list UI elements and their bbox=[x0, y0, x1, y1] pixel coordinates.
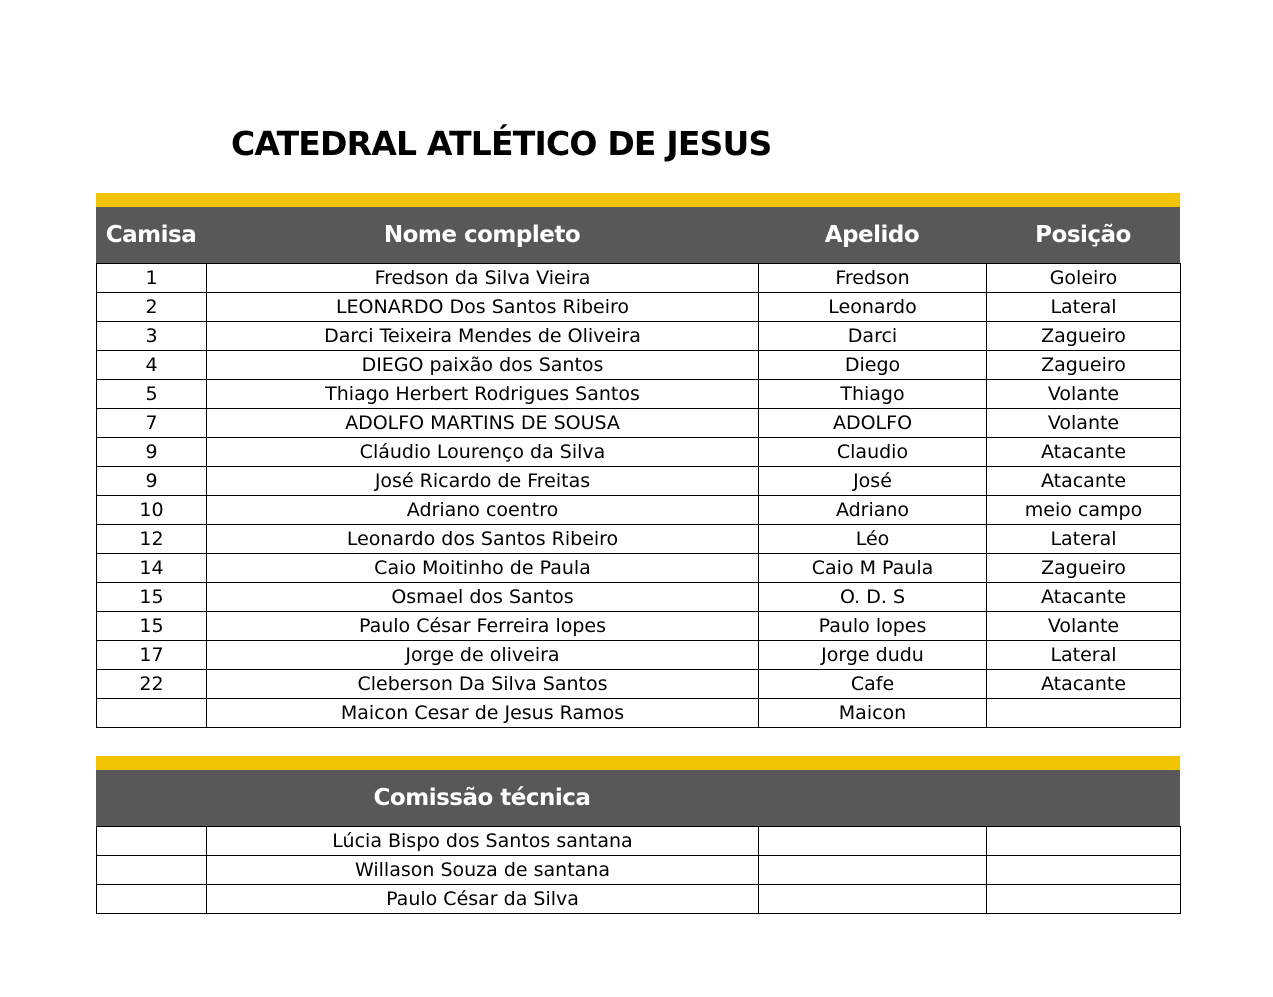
cell-posicao bbox=[987, 885, 1181, 914]
accent-bar bbox=[96, 756, 1180, 770]
cell-apelido: Diego bbox=[759, 351, 987, 380]
staff-row bbox=[97, 827, 1181, 856]
roster-row bbox=[97, 554, 1181, 583]
cell-posicao: meio campo bbox=[987, 496, 1181, 525]
cell-apelido: Paulo lopes bbox=[759, 612, 987, 641]
cell-posicao: Zagueiro bbox=[987, 322, 1181, 351]
cell-posicao: Goleiro bbox=[987, 264, 1181, 293]
staff-section bbox=[96, 756, 1180, 914]
cell-camisa bbox=[97, 856, 207, 885]
cell-posicao: Lateral bbox=[987, 641, 1181, 670]
cell-nome: Osmael dos Santos bbox=[207, 583, 759, 612]
cell-apelido: Adriano bbox=[759, 496, 987, 525]
roster-row bbox=[97, 322, 1181, 351]
cell-camisa: 4 bbox=[97, 351, 207, 380]
staff-table bbox=[96, 826, 1181, 914]
cell-posicao: Atacante bbox=[987, 670, 1181, 699]
cell-camisa: 15 bbox=[97, 583, 207, 612]
cell-apelido: Darci bbox=[759, 322, 987, 351]
cell-apelido: Cafe bbox=[759, 670, 987, 699]
staff-row bbox=[97, 885, 1181, 914]
cell-nome: Jorge de oliveira bbox=[207, 641, 759, 670]
cell-posicao bbox=[987, 856, 1181, 885]
cell-posicao bbox=[987, 699, 1181, 728]
roster-row bbox=[97, 351, 1181, 380]
cell-camisa: 14 bbox=[97, 554, 207, 583]
roster-row bbox=[97, 699, 1181, 728]
cell-apelido bbox=[759, 856, 987, 885]
roster-row bbox=[97, 583, 1181, 612]
cell-camisa: 1 bbox=[97, 264, 207, 293]
cell-nome: Paulo César da Silva bbox=[207, 885, 759, 914]
roster-table bbox=[96, 263, 1181, 728]
header-posicao: Posição bbox=[1035, 222, 1131, 248]
cell-camisa bbox=[97, 885, 207, 914]
cell-apelido: Maicon bbox=[759, 699, 987, 728]
cell-apelido: Léo bbox=[759, 525, 987, 554]
cell-nome: Cleberson Da Silva Santos bbox=[207, 670, 759, 699]
roster-row bbox=[97, 612, 1181, 641]
roster-header bbox=[96, 207, 1180, 263]
header-apelido: Apelido bbox=[824, 222, 920, 248]
roster-row bbox=[97, 264, 1181, 293]
cell-posicao: Lateral bbox=[987, 293, 1181, 322]
cell-apelido: Claudio bbox=[759, 438, 987, 467]
cell-nome: Leonardo dos Santos Ribeiro bbox=[207, 525, 759, 554]
roster-row bbox=[97, 438, 1181, 467]
cell-nome: DIEGO paixão dos Santos bbox=[207, 351, 759, 380]
cell-camisa: 10 bbox=[97, 496, 207, 525]
cell-nome: ADOLFO MARTINS DE SOUSA bbox=[207, 409, 759, 438]
roster-row bbox=[97, 641, 1181, 670]
accent-bar bbox=[96, 193, 1180, 207]
cell-posicao: Volante bbox=[987, 409, 1181, 438]
cell-apelido: Leonardo bbox=[759, 293, 987, 322]
cell-posicao: Volante bbox=[987, 380, 1181, 409]
cell-camisa: 9 bbox=[97, 438, 207, 467]
cell-nome: Adriano coentro bbox=[207, 496, 759, 525]
cell-camisa: 15 bbox=[97, 612, 207, 641]
cell-nome: Cláudio Lourenço da Silva bbox=[207, 438, 759, 467]
cell-posicao: Atacante bbox=[987, 438, 1181, 467]
cell-camisa: 12 bbox=[97, 525, 207, 554]
roster-row bbox=[97, 525, 1181, 554]
cell-camisa: 2 bbox=[97, 293, 207, 322]
staff-header bbox=[96, 770, 1180, 826]
roster-row bbox=[97, 380, 1181, 409]
cell-apelido bbox=[759, 827, 987, 856]
cell-posicao bbox=[987, 827, 1181, 856]
cell-nome: Caio Moitinho de Paula bbox=[207, 554, 759, 583]
cell-camisa: 9 bbox=[97, 467, 207, 496]
header-camisa: Camisa bbox=[105, 222, 197, 248]
cell-posicao: Atacante bbox=[987, 467, 1181, 496]
cell-apelido: José bbox=[759, 467, 987, 496]
cell-nome: Thiago Herbert Rodrigues Santos bbox=[207, 380, 759, 409]
roster-row bbox=[97, 409, 1181, 438]
cell-camisa bbox=[97, 699, 207, 728]
cell-posicao: Zagueiro bbox=[987, 351, 1181, 380]
cell-posicao: Zagueiro bbox=[987, 554, 1181, 583]
cell-nome: Fredson da Silva Vieira bbox=[207, 264, 759, 293]
staff-row bbox=[97, 856, 1181, 885]
cell-apelido: ADOLFO bbox=[759, 409, 987, 438]
roster-row bbox=[97, 467, 1181, 496]
roster-row bbox=[97, 496, 1181, 525]
cell-posicao: Lateral bbox=[987, 525, 1181, 554]
cell-nome: Paulo César Ferreira lopes bbox=[207, 612, 759, 641]
cell-nome: LEONARDO Dos Santos Ribeiro bbox=[207, 293, 759, 322]
cell-camisa: 17 bbox=[97, 641, 207, 670]
roster-row bbox=[97, 293, 1181, 322]
cell-apelido: Fredson bbox=[759, 264, 987, 293]
page-title: CATEDRAL ATLÉTICO DE JESUS bbox=[231, 124, 772, 163]
cell-nome: Lúcia Bispo dos Santos santana bbox=[207, 827, 759, 856]
cell-camisa: 7 bbox=[97, 409, 207, 438]
cell-nome: Willason Souza de santana bbox=[207, 856, 759, 885]
cell-apelido: Thiago bbox=[759, 380, 987, 409]
cell-apelido: O. D. S bbox=[759, 583, 987, 612]
cell-posicao: Atacante bbox=[987, 583, 1181, 612]
cell-nome: José Ricardo de Freitas bbox=[207, 467, 759, 496]
cell-camisa bbox=[97, 827, 207, 856]
cell-apelido: Caio M Paula bbox=[759, 554, 987, 583]
cell-camisa: 3 bbox=[97, 322, 207, 351]
cell-nome: Darci Teixeira Mendes de Oliveira bbox=[207, 322, 759, 351]
cell-posicao: Volante bbox=[987, 612, 1181, 641]
cell-camisa: 5 bbox=[97, 380, 207, 409]
cell-apelido bbox=[759, 885, 987, 914]
cell-apelido: Jorge dudu bbox=[759, 641, 987, 670]
roster-row bbox=[97, 670, 1181, 699]
header-nome-completo: Nome completo bbox=[383, 222, 581, 248]
cell-camisa: 22 bbox=[97, 670, 207, 699]
header-comissao-tecnica: Comissão técnica bbox=[373, 785, 591, 811]
roster-section bbox=[96, 193, 1180, 728]
cell-nome: Maicon Cesar de Jesus Ramos bbox=[207, 699, 759, 728]
